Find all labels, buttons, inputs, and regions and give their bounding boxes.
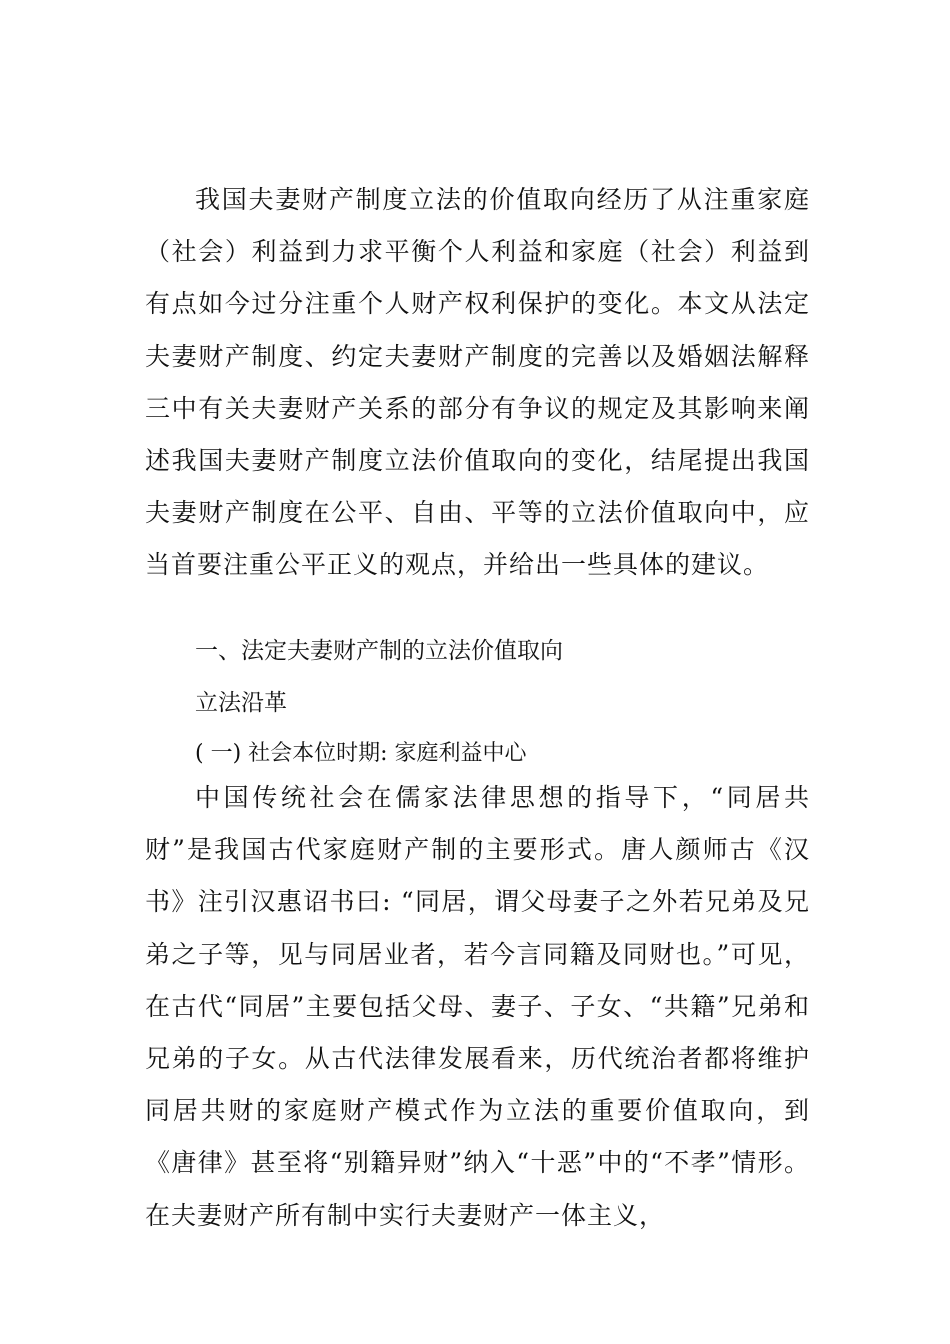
abstract-block [145, 174, 810, 592]
sub-subheading: ( 一) 社会本位时期: 家庭利益中心 [195, 741, 527, 766]
section-heading: 一、法定夫妻财产制的立法价值取向 [195, 638, 563, 664]
body-block [145, 772, 810, 1242]
body-paragraph: 中国传统社会在儒家法律思想的指导下，“同居共财”是我国古代家庭财产制的主要形式。唐人颜师古《汉书》注引汉惠诏书曰: “同居，谓父母妻子之外若兄弟及兄弟之子等，见与同居业者，若今言同籍及同财也。”可见，在古代“同居”主要包括父母、妻子、子女、“共籍”兄弟和兄弟的子女。从古代法律发展看来，历代统治者都将维护同居共财的家庭财产模式作为立法的重要价值取向，到《唐律》甚至将“别籍异财”纳入“十恶”中的“不孝”情形。在夫妻财产所有制中实行夫妻财产一体主义， [145, 783, 810, 1230]
subheading: 立法沿革 [195, 690, 287, 716]
abstract-paragraph: 我国夫妻财产制度立法的价值取向经历了从注重家庭（社会）利益到力求平衡个人利益和家庭（社会）利益到有点如今过分注重个人财产权利保护的变化。本文从法定夫妻财产制度、约定夫妻财产制度的完善以及婚姻法解释三中有关夫妻财产关系的部分有争议的规定及其影响来阐述我国夫妻财产制度立法价值取向的变化，结尾提出我国夫妻财产制度在公平、自由、平等的立法价值取向中，应当首要注重公平正义的观点，并给出一些具体的建议。 [145, 185, 810, 580]
